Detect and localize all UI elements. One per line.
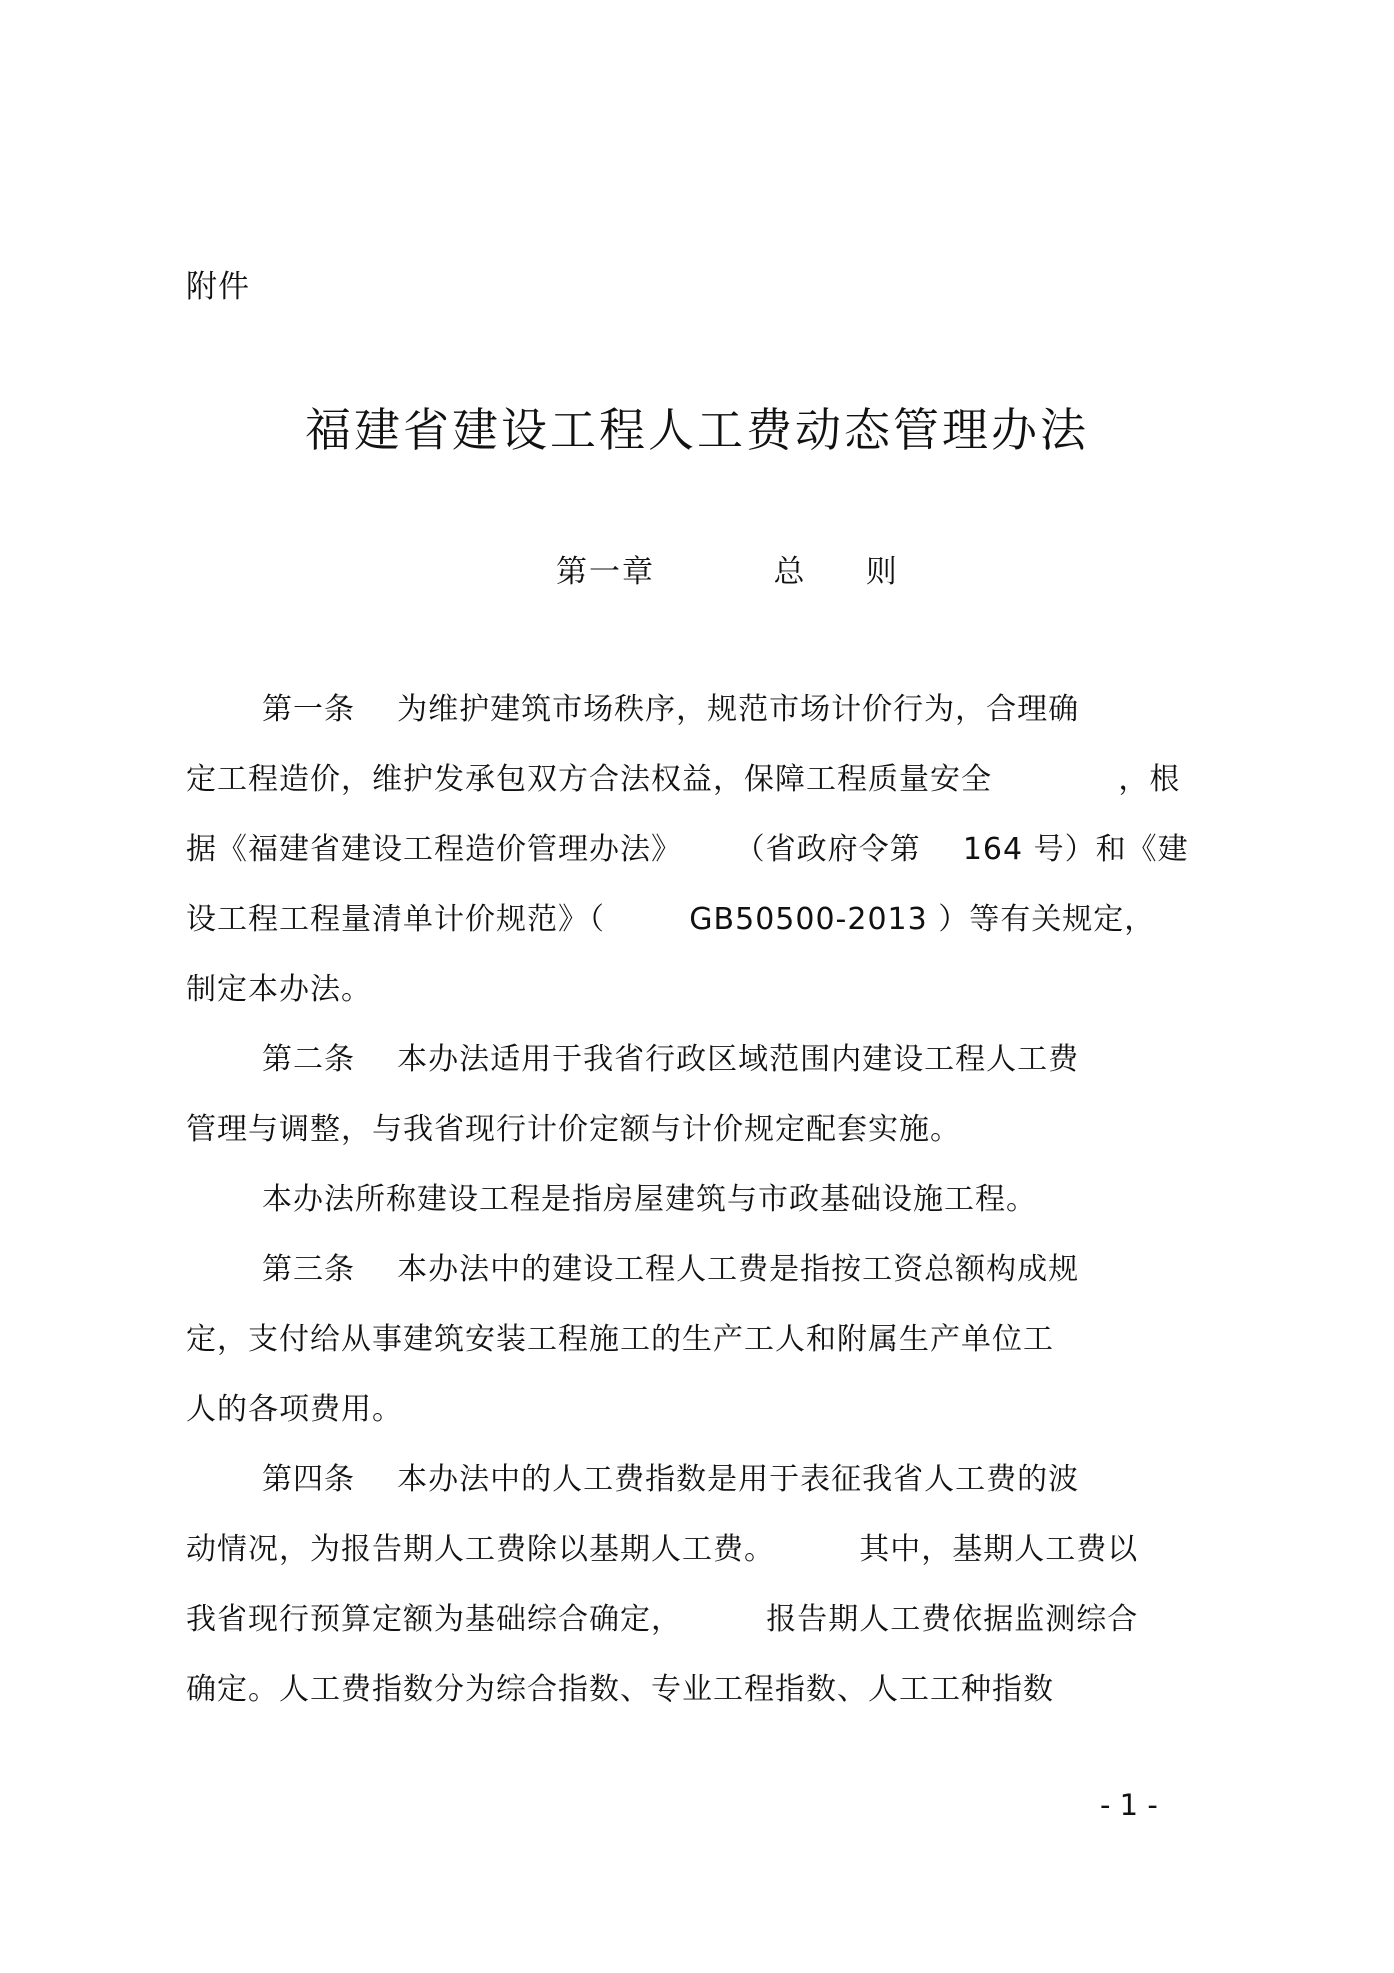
article-4-line-2: 动情况，为报告期人工费除以基期人工费。 其中，基期人工费以: [186, 1532, 1139, 1567]
article-1-line-2: 定工程造价，维护发承包双方合法权益，保障工程质量安全 ，根: [186, 762, 1181, 797]
article-1-line-3: 据《福建省建设工程造价管理办法》 （省政府令第 164 号）和《建: [186, 832, 1189, 867]
article-2-paragraph-2: 本办法所称建设工程是指房屋建筑与市政基础设施工程。: [262, 1182, 1037, 1217]
article-4-line-4: 确定。人工费指数分为综合指数、专业工程指数、人工工种指数: [186, 1672, 1054, 1707]
article-1-line-5: 制定本办法。: [186, 972, 372, 1007]
page-number: - 1 -: [1100, 1788, 1158, 1822]
chapter-heading: 第一章 总 则: [556, 554, 899, 590]
article-1-line-4: 设工程工程量清单计价规范》（ GB50500-2013 ）等有关规定，: [186, 902, 1156, 937]
article-4-line-3: 我省现行预算定额为基础综合确定， 报告期人工费依据监测综合: [186, 1602, 1139, 1637]
article-2-line-2: 管理与调整，与我省现行计价定额与计价规定配套实施。: [186, 1112, 961, 1147]
article-4-line-1: 第四条 本办法中的人工费指数是用于表征我省人工费的波: [262, 1462, 1080, 1497]
article-1-line-1: 第一条 为维护建筑市场秩序，规范市场计价行为，合理确: [262, 692, 1080, 727]
article-3-line-3: 人的各项费用。: [186, 1392, 403, 1427]
article-2-line-1: 第二条 本办法适用于我省行政区域范围内建设工程人工费: [262, 1042, 1080, 1077]
attachment-label: 附件: [186, 269, 250, 305]
article-3-line-2: 定，支付给从事建筑安装工程施工的生产工人和附属生产单位工: [186, 1322, 1054, 1357]
article-3-line-1: 第三条 本办法中的建设工程人工费是指按工资总额构成规: [262, 1252, 1080, 1287]
document-title: 福建省建设工程人工费动态管理办法: [305, 403, 1089, 457]
